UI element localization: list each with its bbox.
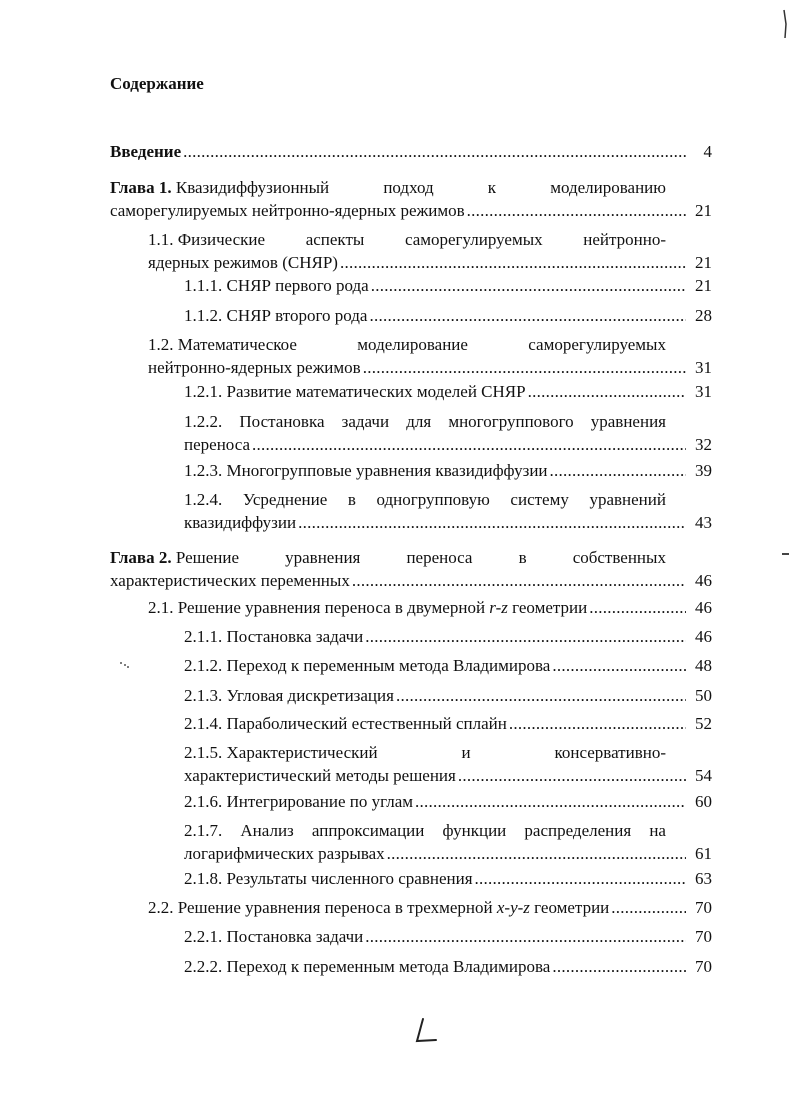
page-number: 63 <box>695 869 712 888</box>
dot-leader <box>369 304 686 327</box>
section-number: 1.1. <box>148 230 174 249</box>
page-number: 46 <box>695 571 712 590</box>
dot-leader <box>252 433 686 456</box>
page-title: Содержание <box>110 74 204 93</box>
entry-text: 2.1. Решение уравнения переноса в двумерной <box>148 598 490 617</box>
chapter-prefix: Глава 2. <box>110 548 172 567</box>
dot-leader <box>415 790 686 813</box>
page-number: 21 <box>695 276 712 295</box>
toc-entry-2-1-2 <box>184 654 712 677</box>
toc-entry-2-1-4 <box>184 712 712 735</box>
entry-label: Введение <box>110 142 182 161</box>
entry-word: Анализ <box>240 821 294 840</box>
page-number: 31 <box>695 358 712 377</box>
margin-dash-right <box>782 553 789 555</box>
entry-text: 1.1.1. СНЯР первого рода <box>184 276 369 295</box>
dot-leader <box>475 867 686 890</box>
toc-entry-1-1-2 <box>184 304 712 327</box>
entry-word: задачи <box>341 412 390 431</box>
entry-word: собственных <box>572 548 666 567</box>
entry-word: функции <box>442 821 507 840</box>
dot-leader <box>298 511 686 534</box>
dot-leader <box>365 925 686 948</box>
margin-mark-top-right <box>781 8 791 47</box>
entry-word: аспекты <box>305 230 365 249</box>
toc-entry-chapter-1 <box>110 176 712 222</box>
entry-text: 2.1.3. Угловая дискретизация <box>184 686 394 705</box>
toc-entry-1-2-2 <box>184 410 712 456</box>
dot-leader <box>363 356 686 379</box>
entry-word: Математическое <box>177 335 297 354</box>
toc-entry-1-2 <box>148 333 712 379</box>
page-number: 60 <box>695 792 712 811</box>
entry-word: многогруппового <box>448 412 574 431</box>
dot-leader <box>387 842 686 865</box>
entry-text: 1.2.3. Многогрупповые уравнения квазидиффузии <box>184 461 548 480</box>
page-number: 32 <box>695 435 712 454</box>
toc-entry-2-2 <box>148 896 712 919</box>
section-number: 1.2. <box>148 335 174 354</box>
entry-word: для <box>406 412 432 431</box>
entry-word: Постановка <box>239 412 325 431</box>
entry-word: уравнения <box>285 548 361 567</box>
page-number: 28 <box>695 306 712 325</box>
entry-text: переноса <box>184 435 251 454</box>
entry-text: 2.2. Решение уравнения переноса в трехмерной <box>148 898 497 917</box>
toc-entry-1-1 <box>148 228 712 274</box>
toc-entry-2-2-2 <box>184 955 712 978</box>
entry-text: геометрии <box>507 598 588 617</box>
entry-text: характеристических переменных <box>110 571 350 590</box>
entry-text: квазидиффузии <box>184 513 297 532</box>
page-number: 54 <box>695 766 712 785</box>
entry-word: Квазидиффузионный <box>175 178 330 197</box>
entry-word: и <box>461 743 471 762</box>
entry-word: аппроксимации <box>311 821 425 840</box>
entry-text: ядерных режимов (СНЯР) <box>148 253 338 272</box>
page-number: 43 <box>695 513 712 532</box>
dot-leader <box>340 251 686 274</box>
page-number: 48 <box>695 656 712 675</box>
entry-word: Физические <box>177 230 266 249</box>
page-number: 21 <box>695 253 712 272</box>
toc-entry-1-2-1 <box>184 380 712 403</box>
entry-word: нейтронно- <box>583 230 666 249</box>
entry-word: Решение <box>175 548 240 567</box>
toc-entry-2-1 <box>148 596 712 619</box>
geometry-label: x-y-z <box>496 898 530 917</box>
entry-word: подход <box>383 178 434 197</box>
entry-text: саморегулируемых нейтронно-ядерных режимов <box>110 201 465 220</box>
dot-leader <box>509 712 686 735</box>
entry-word: моделирование <box>357 335 468 354</box>
toc-entry-2-1-5 <box>184 741 712 787</box>
toc-entry-1-2-4 <box>184 488 712 534</box>
toc-entry-chapter-2 <box>110 546 712 592</box>
entry-text: логарифмических разрывах <box>184 844 385 863</box>
dot-leader <box>371 274 686 297</box>
entry-word: в <box>347 490 356 509</box>
entry-text: 2.1.1. Постановка задачи <box>184 627 364 646</box>
entry-word: уравнений <box>589 490 666 509</box>
entry-text: 2.1.6. Интегрирование по углам <box>184 792 414 811</box>
page-number: 21 <box>695 201 712 220</box>
toc-entry-2-1-7 <box>184 819 712 865</box>
page-number: 61 <box>695 844 712 863</box>
page-number: 70 <box>695 927 712 946</box>
entry-word: 2.1.7. <box>184 821 223 840</box>
toc-entry-2-1-8 <box>184 867 712 890</box>
toc-entry-2-1-6 <box>184 790 712 813</box>
entry-text: 2.2.2. Переход к переменным метода Владимирова <box>184 957 551 976</box>
page-number: 70 <box>695 898 712 917</box>
handwritten-page-number <box>414 1016 444 1051</box>
dot-leader <box>550 459 686 482</box>
entry-text: 2.2.1. Постановка задачи <box>184 927 364 946</box>
dot-leader <box>183 140 686 163</box>
entry-word: уравнения <box>590 412 666 431</box>
dot-leader <box>589 596 686 619</box>
page-number: 46 <box>695 627 712 646</box>
dot-leader <box>528 380 686 403</box>
entry-word: на <box>649 821 666 840</box>
toc-entry-2-1-1 <box>184 625 712 648</box>
entry-word: переноса <box>406 548 473 567</box>
page-number: 70 <box>695 957 712 976</box>
entry-text: 2.1.2. Переход к переменным метода Владимирова <box>184 656 551 675</box>
dot-leader <box>467 199 686 222</box>
entry-word: 1.2.4. <box>184 490 223 509</box>
dot-leader <box>365 625 686 648</box>
toc-entry-intro <box>110 140 712 163</box>
page-number: 39 <box>695 461 712 480</box>
geometry-label: r-z <box>489 598 508 617</box>
entry-word: Усреднение <box>242 490 328 509</box>
entry-text: 2.1.8. Результаты численного сравнения <box>184 869 473 888</box>
entry-text: геометрии <box>529 898 610 917</box>
entry-text: 2.1.4. Параболический естественный сплайн <box>184 714 507 733</box>
entry-word: одногрупповую <box>376 490 490 509</box>
chapter-prefix: Глава 1. <box>110 178 172 197</box>
entry-word: к <box>487 178 497 197</box>
entry-word: саморегулируемых <box>528 335 666 354</box>
page-number: 46 <box>695 598 712 617</box>
entry-text: нейтронно-ядерных режимов <box>148 358 361 377</box>
page-number: 4 <box>703 142 712 161</box>
toc-entry-2-1-3 <box>184 684 712 707</box>
dot-leader <box>458 764 686 787</box>
entry-word: саморегулируемых <box>404 230 543 249</box>
entry-text: характеристический методы решения <box>184 766 456 785</box>
toc-entry-1-1-1 <box>184 274 712 297</box>
toc-entry-1-2-3 <box>184 459 712 482</box>
page-number: 52 <box>695 714 712 733</box>
entry-word: моделированию <box>550 178 666 197</box>
entry-word: консервативно- <box>554 743 666 762</box>
entry-word: 2.1.5. Характеристический <box>184 743 378 762</box>
entry-text: 1.2.1. Развитие математических моделей СНЯР <box>184 382 526 401</box>
page-number: 31 <box>695 382 712 401</box>
entry-word: в <box>518 548 527 567</box>
page-number: 50 <box>695 686 712 705</box>
dot-leader <box>396 684 686 707</box>
dot-leader <box>352 569 686 592</box>
stray-mark-left <box>119 654 131 674</box>
dot-leader <box>552 955 686 978</box>
entry-word: 1.2.2. <box>184 412 223 431</box>
dot-leader <box>552 654 686 677</box>
toc-entry-2-2-1 <box>184 925 712 948</box>
dot-leader <box>611 896 686 919</box>
entry-text: 1.1.2. СНЯР второго рода <box>184 306 368 325</box>
entry-word: распределения <box>524 821 632 840</box>
entry-word: систему <box>510 490 569 509</box>
